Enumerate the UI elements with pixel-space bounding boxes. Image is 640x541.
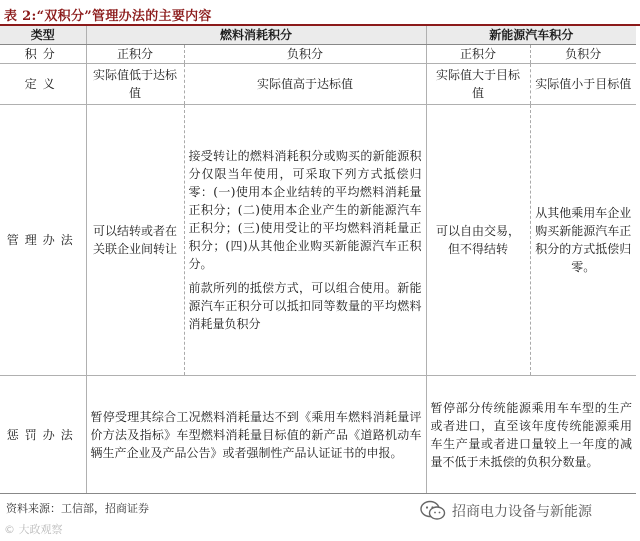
definition-row bbox=[0, 64, 636, 105]
management-nev-positive: 可以自由交易，但不得结转 bbox=[426, 105, 530, 376]
management-fuel-positive: 可以结转或者在关联企业间转让 bbox=[86, 105, 184, 376]
definition-nev-positive: 实际值大于目标值 bbox=[426, 64, 530, 105]
subheader-nev-positive: 正积分 bbox=[426, 45, 530, 64]
source-note: 资料来源：工信部，招商证券 bbox=[6, 502, 149, 515]
definition-nev-negative: 实际值小于目标值 bbox=[530, 64, 636, 105]
subheader-row bbox=[0, 45, 636, 64]
wechat-account-name: 招商电力设备与新能源 bbox=[452, 504, 592, 520]
policy-table bbox=[0, 26, 636, 494]
wechat-account-badge bbox=[420, 500, 592, 522]
table-title: 表 2:“双积分”管理办法的主要内容 bbox=[4, 9, 212, 24]
definition-label: 定义 bbox=[0, 64, 86, 105]
management-nev-negative: 从其他乘用车企业购买新能源汽车正积分的方式抵偿归零。 bbox=[530, 105, 636, 376]
management-row bbox=[0, 105, 636, 376]
management-fuel-negative-para-2: 前款所列的抵偿方式，可以组合使用。新能源汽车正积分可以抵扣同等数量的平均燃料消耗量负积分 bbox=[188, 281, 422, 331]
wechat-icon bbox=[420, 500, 446, 522]
subheader-fuel-negative: 负积分 bbox=[184, 45, 426, 64]
watermark-text: © 大政观察 bbox=[4, 523, 63, 536]
subheader-fuel-positive: 正积分 bbox=[86, 45, 184, 64]
definition-fuel-negative: 实际值高于达标值 bbox=[184, 64, 426, 105]
penalty-nev: 暂停部分传统能源乘用车车型的生产或者进口，直至该年度传统能源乘用车生产量或者进口量较上一年度的减量不低于未抵偿的负积分数量。 bbox=[426, 376, 636, 494]
header-nev-group: 新能源汽车积分 bbox=[426, 26, 636, 45]
penalty-label: 惩罚办法 bbox=[0, 376, 86, 494]
subheader-nev-negative: 负积分 bbox=[530, 45, 636, 64]
management-label: 管理办法 bbox=[0, 105, 86, 376]
management-fuel-negative-para-1: 接受转让的燃料消耗积分或购买的新能源积分仅限当年使用，可采取下列方式抵偿归零：(一)使用本企业结转的平均燃料消耗量正积分；(二)使用本企业产生的新能源汽车正积分；(三)使用受让的平均燃料消耗量正积分；(四)从其他企业购买新能源汽车正积分。 bbox=[188, 149, 422, 271]
header-fuel-group: 燃料消耗积分 bbox=[86, 26, 426, 45]
header-type: 类型 bbox=[0, 26, 86, 45]
subheader-label: 积分 bbox=[0, 45, 86, 64]
management-fuel-negative bbox=[184, 105, 426, 376]
definition-fuel-positive: 实际值低于达标值 bbox=[86, 64, 184, 105]
header-row bbox=[0, 26, 636, 45]
penalty-row bbox=[0, 376, 636, 494]
penalty-fuel: 暂停受理其综合工况燃料消耗量达不到《乘用车燃料消耗量评价方法及指标》车型燃料消耗量目标值的新产品《道路机动车辆生产企业及产品公告》或者强制性产品认证证书的申报。 bbox=[86, 376, 426, 494]
